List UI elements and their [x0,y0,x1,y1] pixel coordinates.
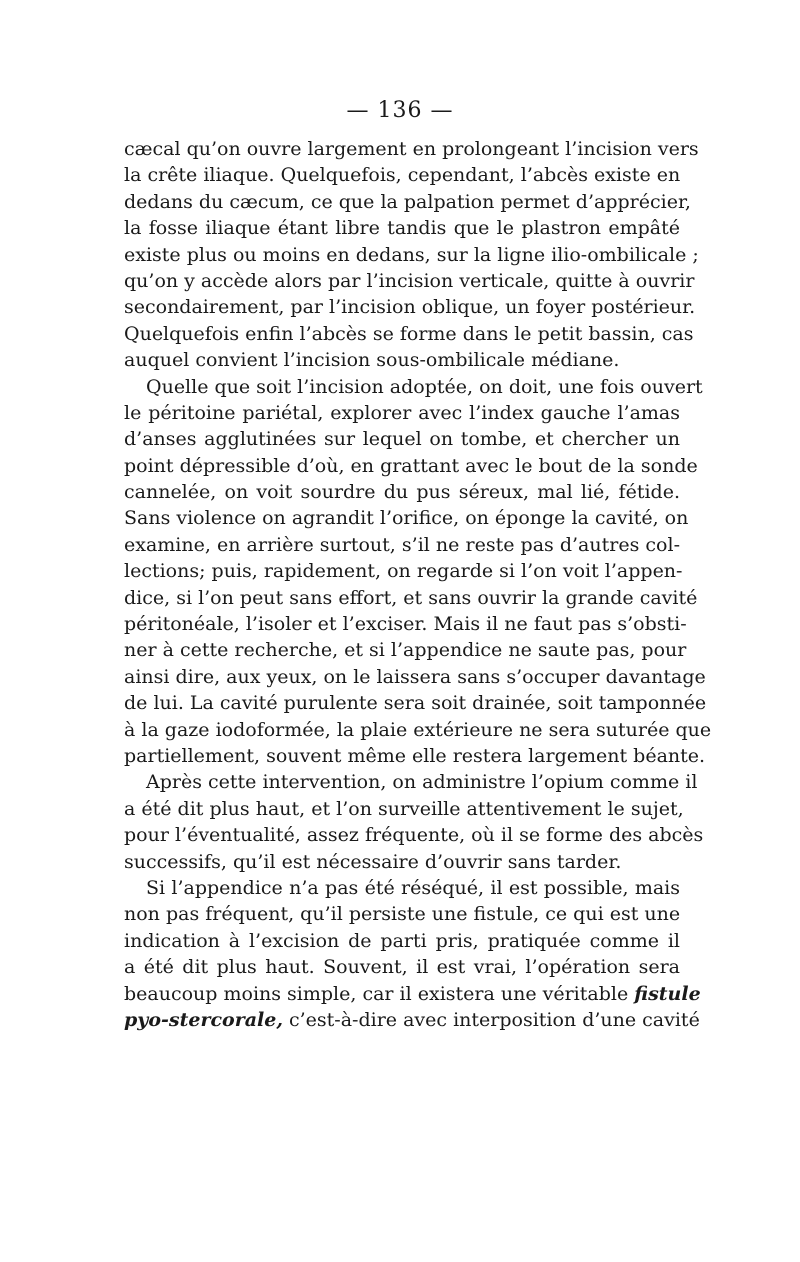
text-line: de lui. La cavité purulente sera soit drainée, soit tamponnée [124,692,707,715]
text-line: Après cette intervention, on administre l’opium comme il [146,771,698,794]
italic-term: pyo-stercorale, [124,1008,283,1031]
text-line: pour l’éventualité, assez fréquente, où il se forme des abcès [124,824,704,847]
page-number: — 136 — [346,98,454,123]
text-line: à la gaze iodoformée, la plaie extérieure ne sera suturée que [124,718,712,741]
text-line [124,1007,700,1033]
text-line: successifs, qu’il est nécessaire d’ouvrir sans tarder. [124,850,622,873]
text-line: secondairement, par l’incision oblique, un foyer postérieur. [124,296,696,319]
text-line: auquel convient l’incision sous-ombilicale médiane. [124,349,620,372]
text-line: d’anses agglutinées sur lequel on tombe, et chercher un [124,428,680,451]
text-line: Si l’appendice n’a pas été réséqué, il est possible, mais [146,876,680,899]
text-line: la fosse iliaque étant libre tandis que le plastron empâté [124,217,680,240]
text-line [124,981,701,1007]
text-line: Quelquefois enfin l’abcès se forme dans le petit bassin, cas [124,322,694,345]
text-line: qu’on y accède alors par l’incision verticale, quitte à ouvrir [124,269,695,292]
text-line: lections; puis, rapidement, on regarde si l’on voit l’appen- [124,560,683,583]
text-line: non pas fréquent, qu’il persiste une fistule, ce qui est une [124,903,681,926]
body-text [124,136,712,1033]
text-line: la crête iliaque. Quelquefois, cependant, l’abcès existe en [124,164,681,187]
text-fragment: beaucoup moins simple, car il existera une véritable [124,982,629,1005]
text-line: indication à l’excision de parti pris, pratiquée comme il [124,929,680,952]
text-line: a été dit plus haut, et l’on surveille attentivement le sujet, [124,797,684,820]
text-line: péritonéale, l’isoler et l’exciser. Mais il ne faut pas s’obsti- [124,613,687,636]
text-line: cannelée, on voit sourdre du pus séreux, mal lié, fétide. [124,481,680,504]
text-line: dice, si l’on peut sans effort, et sans ouvrir la grande cavité [124,586,698,609]
text-line: Quelle que soit l’incision adoptée, on doit, une fois ouvert [146,375,703,398]
text-line: dedans du cæcum, ce que la palpation permet d’apprécier, [124,190,691,213]
text-line: point dépressible d’où, en grattant avec le bout de la sonde [124,454,698,477]
text-line: partiellement, souvent même elle restera largement béante. [124,744,706,767]
text-line: examine, en arrière surtout, s’il ne reste pas d’autres col- [124,533,680,556]
text-line: existe plus ou moins en dedans, sur la ligne ilio-ombilicale ; [124,243,699,266]
text-line: le péritoine pariétal, explorer avec l’index gauche l’amas [124,401,680,424]
text-line: Sans violence on agrandit l’orifice, on éponge la cavité, on [124,507,689,530]
text-line: a été dit plus haut. Souvent, il est vrai, l’opération sera [124,956,680,979]
italic-term: fistule [634,982,701,1005]
text-line: ner à cette recherche, et si l’appendice ne saute pas, pour [124,639,687,662]
text-line: ainsi dire, aux yeux, on le laissera sans s’occuper davantage [124,665,706,688]
text-fragment: c’est-à-dire avec interposition d’une cavité [282,1008,700,1031]
text-line: cæcal qu’on ouvre largement en prolongeant l’incision vers [124,138,699,160]
